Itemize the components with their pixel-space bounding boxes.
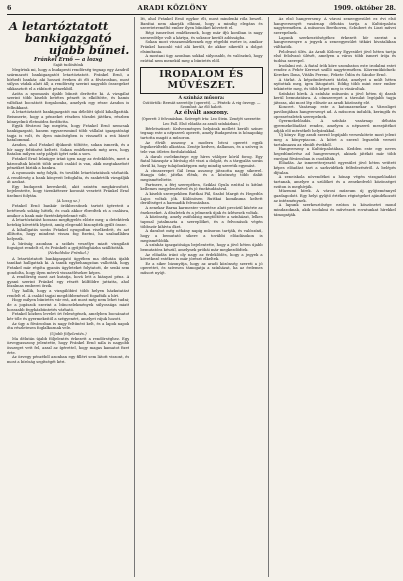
article-paragraph: A darab cselekménye egy híres válóper körül forog. Egy fiatal házaspár a bíróság elé viszi a dolgát, és a tárgyalás során derül ki, hogy tulajdonképpen még mindig szeretik egymást. <box>140 154 263 169</box>
header-rule <box>7 14 396 15</box>
subsection-heading: (Ujabb följelentés.) <box>49 330 87 336</box>
article-paragraph: A kihallgatás során Fránkel nyugodtan viselkedett, és azt állította, hogy mindent vissza fog fizetni, ha szabadlábra helyezik. <box>7 227 130 241</box>
article-paragraph: A színház igazgatósága bejelentette, hogy a jövő héten újabb bemutatóra készül, amelynek próbái már megkezdődtek. <box>140 243 263 252</box>
article-paragraph: Sokan most visszaemlékeznek egy régebbi esetre is, amikor Fránkel hasonló vád alá került, de akkor sikerült a dolgot elsimítania. <box>140 40 263 54</box>
news-item: Új könyv. Egy aradi szerző legújabb verseskötete most jelent meg a könyvpiacon. A kötet a szerző legszebb verseit tartalmazza az elmúlt évekből. <box>273 133 396 147</box>
article-paragraph: Bérletszünet: Kedvezményes helyárak mellett került színre tegnap este a népszerű operett, amely Budapesten is hónapokig tartotta magát a műsoron. <box>140 126 263 141</box>
article-paragraph: A kisebb szerepekben Ruttkai Pál, Szabó Margit és Hegedűs Lajos voltak jók. Különösen Ruttkai komikuma keltett derültséget a harmadik felvonásban. <box>140 191 263 206</box>
section-subtitle: A színház műsora: <box>178 95 225 101</box>
article-paragraph: A letartóztatott bankigazgató ügyében ma délután újabb tanúkat hallgattak ki. A tanúk egybehangzóan vallották, hogy Fránkel már régóta gyanús ügyleteket folytatott, de senki sem gondolta, hogy ilyen mérvű visszaélésekre képes. <box>7 256 130 275</box>
news-item: Lapunk szerkesztőségéhez érkezett hír szerint a hangversenyre a jegyek a zeneegyesület titkári hivatalában válthatók. <box>273 35 396 49</box>
article-title-line-1: A letartóztatott <box>9 19 109 33</box>
article-title-line-3: ujabb bűnei. <box>48 43 130 57</box>
article-paragraph: Úgy hallik, hogy a vizsgálóbíró több helyen házkutatást rendelt el. A család tagjai megdöbbenéssel fogadták a hírt. <box>7 289 130 298</box>
article-paragraph: Fránkel Ernő bűnügye iránt igen nagy az érdeklődés, mert a károsultak között több aradi család is van, akik megtakarított pénzüket bízták a bankra. <box>7 156 130 171</box>
subsection-heading: (Nebeldsbe Fránkel.) <box>47 250 89 256</box>
running-header <box>7 4 396 13</box>
article-paragraph: Itt, ahol Fránkel Ernő egykor élt, most mindenki róla beszél. Barátai nem akarják elhinni, hogy a mindig elegáns és szeretetreméltó ember ilyen bűnöket követett el. <box>140 17 263 31</box>
subsection-heading: (A lozsg sz.) <box>56 198 80 204</box>
article-paragraph: A darabot még néhány napig műsoron tartják, és valószínű, hogy a bemutató sikere a további előadásokon is megismétlődik. <box>140 229 263 243</box>
article-paragraph: Egy budapesti kereskedő, akit szintén megkárosított, bejelentette, hogy tizenkétezer koronát vesztett Fránkel Ernő üzelmei folytán. <box>7 184 130 199</box>
section-title-box: IRODALOM ÉS MŰVÉSZET. <box>140 67 262 94</box>
review-note: (Operett 3 felvonásban. Szövegét írta: Leo Stein. Zenéjét szerzette: Leo Fall. Első előadás az aradi színházban.) <box>141 117 262 126</box>
news-item: Felolvasó ülés. Az Aradi Kölcsey Egyesület jövő héten tartja első felolvasó ülését, amelyen a város több ismert írója és tudósa szerepel. <box>273 49 396 63</box>
article-paragraph: A letartóztatást hosszas megfigyelés előzte meg; a detektívek hetekig követték lépteit, amíg elegendő bizonyíték gyűlt össze. <box>7 218 130 227</box>
article-paragraph: Hogy milyen büntetés vár reá, azt most még nem lehet tudni; de a jogászok szerint a bűncselekmények súlyossága miatt hosszabb fegyházbüntetés várható. <box>7 298 130 312</box>
article-paragraph: Fránkel közben levelet írt feleségének, amelyben bocsánatot kér tőle és gyermekeitől a szégyenért, amelyet rájuk hozott. <box>7 312 130 322</box>
article-paragraph: A zenekar Barna karmester vezetése alatt precízül kísérte az énekeseket. A díszletek és a jelmezek újak és ízlésesek voltak. <box>140 205 263 215</box>
article-paragraph: A mostani ügy azonban sokkal súlyosabb, és valószínű, hogy ezúttal nem menekül meg a büntetés elől. <box>140 54 263 63</box>
news-item: A tárlat. A képzőművészeti tárlat, amelyet a múlt héten nyitottak meg, igen látogatott. Eddig több mint ezer ember tekintette meg, és több képet meg is vásároltak. <box>273 77 396 91</box>
article-paragraph: A nyomozás még folyik, és további letartóztatások várhatók. A rendőrség a bank könyveit lefoglalta, és szakértők vizsgálják át azokat. <box>7 170 130 185</box>
article-paragraph: Fránkel Ernő bankár örökbecsűnek tartott ígéreteit a betétesek sokáig hitték, és csak akkor ébredtek rá a csalásra, amikor a bank már fizetésképtelenné vált. <box>7 204 130 218</box>
news-item: Színházi hírek. A színház műsorán a jövő héten új darab kerül bemutatásra. A címszerepet a társulat legújabb tagja játssza, aki most lép először az aradi közönség elé. <box>273 91 396 105</box>
column-1 <box>7 17 129 577</box>
page-number: 6 <box>7 5 12 12</box>
news-item: Koncert. Vasárnap este a katonazenekar a Városliget pavilonjában hangversenyt ad. A műsoron indulók, keringők és operarészletek szerepelnek. <box>273 105 396 119</box>
article-title-line-2: bankigazgató <box>24 31 112 45</box>
news-item: Az első hangverseny. A városi zeneegyesület ez évi első hangversenyét vasárnap délután tartja a Kultúrpalota nagytermében. A műsoron Beethoven, Schubert és Liszt művei szerepelnek. <box>273 17 396 35</box>
article-paragraph: Partnere, a férj szerepében, Sziklai Gyula ezúttal is kitűnt kellemes megjelenésével és jó énektudásával. <box>140 182 263 192</box>
news-item: Előadás. Az ismeretterjesztő egyesület jövő héten vetített képes előadást tart a sarkvidékek felfedezéséről. A belépés díjtalan. <box>273 161 396 175</box>
column-2 <box>134 17 262 577</box>
article-paragraph: A közönség, amely zsúfolásig megtöltötte a színházat, lelkes tapssal jutalmazta a szereplőket, és a felvonások végén többször kihívta őket. <box>140 215 263 229</box>
news-item: Gyermekelőadás. A színház vasárnap délután gyermekelőadást rendez, amelyen a népszerű mesejátékot adják elő mérsékelt helyárakkal. <box>273 119 396 133</box>
newspaper-name: ARADI KÖZLÖNY <box>137 4 208 12</box>
news-item: A lapunk szerkesztősége ezúton is köszönetet mond mindazoknak, akik irodalmi és művészeti rovatunkat hírekkel támogatják. <box>273 203 396 217</box>
article-paragraph: Ez a siker bizonyítja, hogy az aradi közönség szereti a jó operettet, és szívesen támogatja a színházat, ha az érdemes műsort nyújt. <box>140 261 263 276</box>
news-item: Múzeumi hírek. A városi múzeum új gyűjteménnyel gazdagodott. Egy helyi gyűjtő értékes régiségeket ajándékozott az intézménynek. <box>273 189 396 203</box>
article-paragraph: Megírtuk mi, hogy a budapesti rendőrség tegnap egy Aradról származott bankigazgatót letartóztatott. Fránkel Ernő, a hírhedt bankár, aki hosszú éveken át élt a fővárosban, most súlyos vádak alatt áll; a rendőrség szerint nagyobb összegeket sikkasztott el a rábízott pénzekből. <box>7 68 130 92</box>
article-paragraph: A letartóztatott bankigazgatót ma délelőtt újból kihallgatták. Beismerte, hogy a pénzeket részben tőzsdei játékra, részben könnyelmű életmódra fordította. <box>7 110 130 124</box>
article-paragraph: Aradon, ahol Fránkel ifjúkorát töltötte, sokan ismerik, és a hír nagy feltűnést keltett. Sokan emlékeznek még arra, hogy fiatalon milyen szép pályát ígért neki a sors. <box>7 142 130 157</box>
article-paragraph: Ma délután újabb följelentés érkezett a rendőrséghez. Egy özvegyasszony jelentette, hogy Fránkel Ernő nála is nagyobb összeget vett fel, azzal az ígérettel, hogy magas kamatot fizet érte. <box>7 336 130 355</box>
news-item: Hangverseny a Kultúrpalotában. Kedden este egy neves hegedűművész ad hangversenyt, akinek játékát már több európai fővárosban is csodálták. <box>273 147 396 161</box>
issue-date: 1909. október 28. <box>333 5 396 12</box>
article-paragraph: Az élvált asszony a modern bécsi operett egyik legsikerültebb alkotása. Zenéje kedves, dallamos, és a szöveg is tele van ötletes fordulatokkal. <box>140 140 263 155</box>
article-paragraph: Az előadás iránt oly nagy az érdeklődés, hogy a jegyek a következő estékre is már jórészt elkeltek. <box>140 252 263 262</box>
article-paragraph: Egyik fővárosi lap megírta, hogy Fránkel Ernő nemcsak bankigazgató, hanem egyszersmind több vállalat igazgatósági tagja is volt, és ilyen minőségben is visszaélt a reá bízott hatalommal. <box>7 124 130 143</box>
columns <box>7 17 396 577</box>
news-item: A zeneiskola növendékei a hónap végén vizsgaelőadást tartanak, amelyre a szülőket és a zenekedvelő közönséget ezúton is meghívják. <box>273 175 396 189</box>
section-program: Csütörtök: Bernát szeretője (operett). — Péntek: A vig özvegy. — Szombat: Az élő halott. <box>142 100 261 109</box>
article-paragraph: A címszerepet Gál Irma asszony játszotta nagy sikerrel. Hangja üde, játéka élénk, és a közönség több dalát megismételtette. <box>140 168 263 182</box>
news-item: Irodalmi est. A fiatal írók köre szombaton este irodalmi estet rendez a Fehér Kereszt szálló nagytermében. Közreműködnek: Kerekes Ilona, Vitális Ferenc, Fekete Ödön és Sándor Ernő. <box>273 63 396 77</box>
column-3 <box>268 17 396 577</box>
article-paragraph: A bíróság azonban a szökés veszélye miatt vizsgálati fogságot rendelt el, és Fránkelt a gyűjtőfogházba szállították. <box>7 241 130 251</box>
article-byline: Fránkel Ernő — a lozsg <box>33 57 103 63</box>
article-paragraph: Az özvegy pénzéből azonban egy fillért sem látott viszont, és most a bíróság segítségét kéri. <box>7 355 130 364</box>
article-paragraph: Régi ismerősei emlékeznek, hogy már ifjú korában is nagy szenvedélye volt a kártya, és sokszor került adósságba. <box>140 30 263 40</box>
article-paragraph: A rendőrség most azt kutatja, hová lett a hiányzó pénz. A gyanú szerint Fránkel egy részét külföldre juttatta, ahol bizalmas emberei őrzik. <box>7 275 130 289</box>
article-paragraph: Az ügy a fővárosban is nagy feltűnést kelt, és a lapok napok óta részletesen foglalkoznak vele. <box>7 321 130 331</box>
article-byline-sub: Saját tudósítónk <box>53 63 84 67</box>
article-paragraph: Azóta a nyomozás újabb bűneit derítette ki. A vizsgálat szerint több kisebb betétes pénzét is elköltötte, és hamis váltókat bocsátott forgalomba, amelyek egy része Aradon is felbukkant. <box>7 91 130 110</box>
review-title: Az élvált asszony. <box>174 110 229 117</box>
